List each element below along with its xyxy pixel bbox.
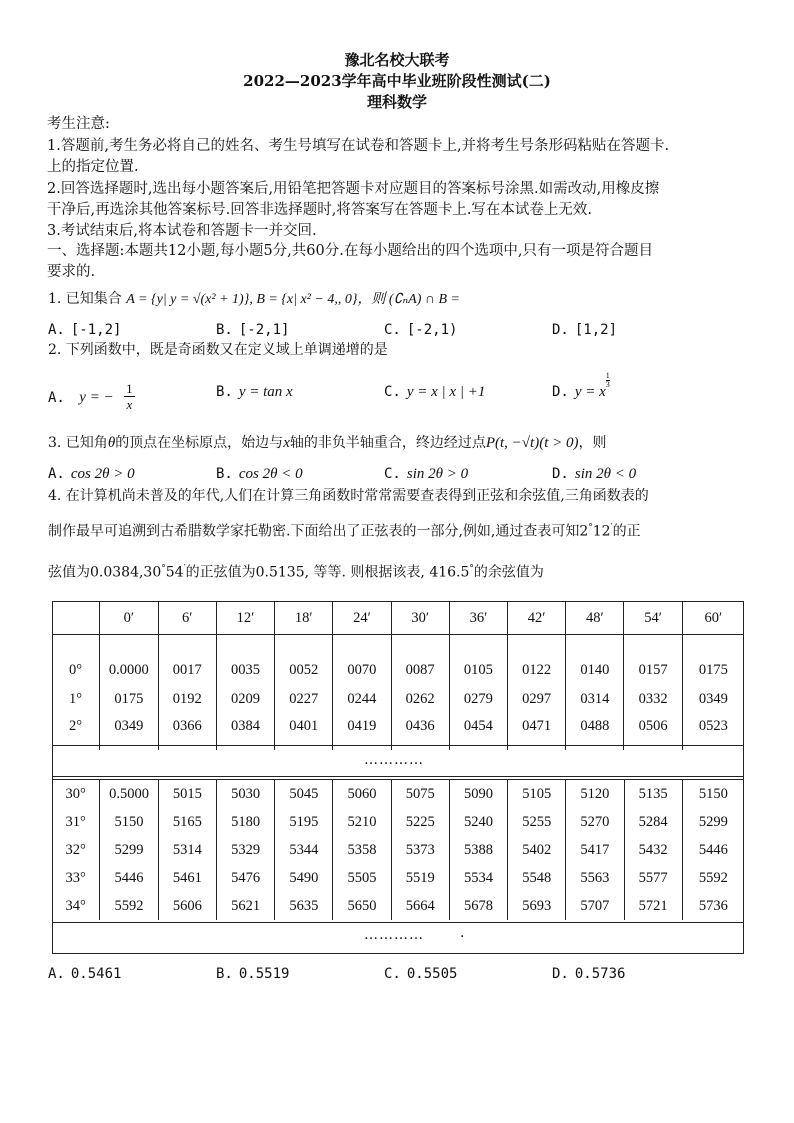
q1-option-c[interactable] xyxy=(384,320,457,340)
table-column-header: 0′ xyxy=(100,602,159,635)
table-row xyxy=(52,635,744,685)
table-cell: 5255 xyxy=(508,808,566,836)
q4-text: 54 xyxy=(165,564,184,581)
q1-suffix: ，则 (∁ₙA) ∩ B = xyxy=(357,292,461,307)
table-header-row xyxy=(52,602,744,635)
q3-point: P(t, −√t)(t > 0) xyxy=(485,435,579,451)
q3-option-a[interactable] xyxy=(48,464,135,484)
option-label: D. xyxy=(552,466,569,482)
table-cell: 5402 xyxy=(508,836,566,864)
table-cell: 0122 xyxy=(508,635,566,685)
q3-option-c[interactable] xyxy=(384,464,468,484)
table-cell: 0209 xyxy=(216,684,274,714)
option-label: B. xyxy=(216,966,233,982)
q4-text: 的余弦值为 xyxy=(473,564,544,581)
table-cell: 0052 xyxy=(275,635,333,685)
notice-item-3: 3.考试结束后,将本试卷和答题卡一并交回. xyxy=(47,223,317,239)
q1-option-a[interactable] xyxy=(48,320,121,340)
table-cell: 5120 xyxy=(566,780,624,808)
table-cell: 0332 xyxy=(624,684,682,714)
table-cell: 5299 xyxy=(682,808,744,836)
option-text: y = tan x xyxy=(238,384,293,400)
table-cell: 0506 xyxy=(624,714,682,750)
table-cell: 5592 xyxy=(100,892,159,920)
table-cell: 5490 xyxy=(275,864,333,892)
q1-set-a: A = {y| y = √(x² + 1)} xyxy=(126,292,250,307)
table-cell: 5534 xyxy=(449,864,507,892)
exam-subject: 理科数学 xyxy=(366,93,427,111)
table-cell: 5446 xyxy=(682,836,744,864)
table-cell: 5135 xyxy=(624,780,682,808)
table-cell: 5030 xyxy=(217,780,275,808)
degree-mark: ° xyxy=(588,523,593,533)
option-label: B. xyxy=(216,322,233,338)
option-label: C. xyxy=(384,384,401,400)
table-cell: 5314 xyxy=(158,836,216,864)
table-cell: 0279 xyxy=(449,684,507,714)
notice-title: 考生注意: xyxy=(47,116,110,132)
table-ellipsis: ………… xyxy=(364,752,424,768)
table-cell: 0192 xyxy=(158,684,216,714)
degree-mark: ° xyxy=(469,564,474,574)
table-column-header: 60′ xyxy=(682,602,744,635)
table-cell: 5045 xyxy=(275,780,333,808)
table-cell: 0384 xyxy=(216,714,274,750)
table-divider xyxy=(53,745,743,746)
table-row xyxy=(52,808,744,836)
table-cell: 0087 xyxy=(391,635,449,685)
option-label: B. xyxy=(216,466,233,482)
option-text: sin 2θ < 0 xyxy=(574,466,637,482)
option-text: [1,2] xyxy=(574,322,618,338)
table-cell: 5270 xyxy=(566,808,624,836)
q3-option-b[interactable] xyxy=(216,464,303,484)
table-cell: 0401 xyxy=(275,714,333,750)
table-row-label: 32° xyxy=(65,841,86,858)
table-cell: 5417 xyxy=(566,836,624,864)
table-cell: 0366 xyxy=(158,714,216,750)
option-label: A. xyxy=(48,389,65,406)
q3-text: 的顶点在坐标原点，始边与 xyxy=(115,435,284,451)
q4-option-d[interactable] xyxy=(552,964,625,984)
table-cell: 5621 xyxy=(217,892,275,920)
sine-table-bottom xyxy=(52,780,744,920)
table-cell: 5225 xyxy=(391,808,449,836)
table-row-label: 0° xyxy=(69,662,83,678)
q4-option-c[interactable] xyxy=(384,964,457,984)
q4-text: 的正 xyxy=(612,523,641,540)
option-text: [-1,2] xyxy=(70,322,122,338)
table-cell: 5461 xyxy=(158,864,216,892)
option-label: C. xyxy=(384,466,401,482)
option-label: A. xyxy=(48,966,65,982)
table-cell: 5577 xyxy=(624,864,682,892)
table-cell: 0035 xyxy=(216,635,274,685)
table-cell: 0.5000 xyxy=(100,780,159,808)
option-label: D. xyxy=(552,966,569,982)
section-heading: 一、选择题:本题共12小题,每小题5分,共60分.在每小题给出的四个选项中,只有一项是符合题目 xyxy=(47,243,653,259)
table-cell: 5373 xyxy=(391,836,449,864)
q3-text: 3. 已知角 xyxy=(48,435,108,451)
table-cell: 5505 xyxy=(333,864,391,892)
option-text: cos 2θ > 0 xyxy=(70,466,135,482)
option-text: [-2,1) xyxy=(406,322,458,338)
option-text: y = x xyxy=(574,384,606,400)
sine-table-top xyxy=(52,602,744,750)
table-cell: 5707 xyxy=(566,892,624,920)
option-label: D. xyxy=(552,384,569,400)
table-cell: 5721 xyxy=(624,892,682,920)
option-text: [-2,1] xyxy=(238,322,290,338)
option-label: D. xyxy=(552,322,569,338)
table-column-header: 30′ xyxy=(391,602,449,635)
option-text: cos 2θ < 0 xyxy=(238,466,303,482)
table-cell: 0070 xyxy=(333,635,391,685)
table-cell: 0523 xyxy=(682,714,744,750)
table-cell: 0419 xyxy=(333,714,391,750)
table-cell: 5548 xyxy=(508,864,566,892)
table-row-label: 31° xyxy=(65,813,86,830)
q1-set-b: , B = {x| x² − 4,, 0} xyxy=(249,292,358,307)
table-cell: 0.0000 xyxy=(100,635,159,685)
q3-text: 轴的非负半轴重合，终边经过点 xyxy=(289,435,486,451)
table-cell: 5210 xyxy=(333,808,391,836)
table-column-header: 36′ xyxy=(449,602,507,635)
question-4-line-1: 4. 在计算机尚未普及的年代,人们在计算三角函数时常常需要查表得到正弦和余弦值,三角函数表的 xyxy=(48,488,649,504)
minute-mark: ′ xyxy=(610,523,613,533)
option-label: C. xyxy=(384,322,401,338)
table-cell: 5060 xyxy=(333,780,391,808)
q3-theta: θ xyxy=(107,435,116,451)
question-4-line-2 xyxy=(48,518,641,542)
table-cell: 5105 xyxy=(508,780,566,808)
table-column-header: 24′ xyxy=(333,602,391,635)
option-label: A. xyxy=(48,322,65,338)
exam-title: 2022—2023学年高中毕业班阶段性测试(二) xyxy=(243,72,551,90)
table-row-label: 33° xyxy=(65,869,86,886)
table-column-header: 18′ xyxy=(275,602,333,635)
table-cell: 5358 xyxy=(333,836,391,864)
table-cell: 5592 xyxy=(682,864,744,892)
q2-option-a[interactable] xyxy=(48,382,135,413)
q1-prefix: 1. 已知集合 xyxy=(48,291,122,307)
table-cell: 5284 xyxy=(624,808,682,836)
table-cell: 0297 xyxy=(508,684,566,714)
table-column-header: 12′ xyxy=(216,602,274,635)
table-cell: 5664 xyxy=(391,892,449,920)
section-heading-cont: 要求的. xyxy=(47,264,96,280)
table-cell: 5015 xyxy=(158,780,216,808)
q2-option-b[interactable] xyxy=(216,382,293,402)
q3-x: x xyxy=(283,435,290,451)
question-2: 2. 下列函数中，既是奇函数又在定义域上单调递增的是 xyxy=(48,342,388,358)
option-text: 0.5505 xyxy=(406,966,458,982)
table-cell: 0244 xyxy=(333,684,391,714)
q4-text: 制作最早可追溯到古希腊数学家托勒密.下面给出了正弦表的一部分,例如,通过查表可知2 xyxy=(48,523,589,540)
table-divider xyxy=(53,776,743,777)
table-cell: 5650 xyxy=(333,892,391,920)
table-cell: 5344 xyxy=(275,836,333,864)
fraction-numerator: 1 xyxy=(126,381,133,396)
table-cell: 0227 xyxy=(275,684,333,714)
table-cell: 0157 xyxy=(624,635,682,685)
table-cell: 5150 xyxy=(100,808,159,836)
table-cell: 5635 xyxy=(275,892,333,920)
option-label: C. xyxy=(384,966,401,982)
table-cell: 5299 xyxy=(100,836,159,864)
table-cell: 5563 xyxy=(566,864,624,892)
option-text: 0.5736 xyxy=(574,966,626,982)
table-column-header: 6′ xyxy=(158,602,216,635)
option-text: sin 2θ > 0 xyxy=(406,466,469,482)
q2-option-d[interactable] xyxy=(552,371,610,402)
fraction-denominator: x xyxy=(126,397,133,412)
table-cell: 5165 xyxy=(158,808,216,836)
table-row-label: 34° xyxy=(65,897,86,914)
table-row xyxy=(52,892,744,920)
q3-text: ，则 xyxy=(578,435,607,451)
table-column-header: 54′ xyxy=(624,602,682,635)
table-cell: 5606 xyxy=(158,892,216,920)
table-cell: 0175 xyxy=(682,635,744,685)
option-label: A. xyxy=(48,466,65,482)
table-cell: 0436 xyxy=(391,714,449,750)
table-cell: 0262 xyxy=(391,684,449,714)
exponent-numerator: 1 xyxy=(605,371,610,380)
table-cell: 0454 xyxy=(449,714,507,750)
notice-item-2-cont: 干净后,再选涂其他答案标号.回答非选择题时,将答案写在答题卡上.写在本试卷上无效. xyxy=(47,202,593,218)
table-ellipsis: ………… xyxy=(364,927,424,943)
notice-item-2: 2.回答选择题时,选出每小题答案后,用铅笔把答题卡对应题目的答案标号涂黑.如需改动,用橡皮擦 xyxy=(47,181,660,197)
question-1 xyxy=(48,289,460,310)
table-cell: 0175 xyxy=(100,684,159,714)
table-cell: 5240 xyxy=(449,808,507,836)
table-cell: 0140 xyxy=(566,635,624,685)
q2-option-c[interactable] xyxy=(384,382,485,402)
question-4-line-3 xyxy=(48,559,544,583)
q3-option-d[interactable] xyxy=(552,464,636,484)
table-cell: 5150 xyxy=(682,780,744,808)
table-cell: 0017 xyxy=(158,635,216,685)
q4-option-b[interactable] xyxy=(216,964,289,984)
table-cell: 5693 xyxy=(508,892,566,920)
option-text: 0.5461 xyxy=(70,966,122,982)
table-cell: 5678 xyxy=(449,892,507,920)
q1-option-b[interactable] xyxy=(216,320,289,340)
notice-item-1-cont: 上的指定位置. xyxy=(47,159,139,175)
table-cell: 0349 xyxy=(100,714,159,750)
q1-option-d[interactable] xyxy=(552,320,617,340)
option-label: B. xyxy=(216,384,233,400)
table-row xyxy=(52,780,744,808)
table-column-header: 42′ xyxy=(508,602,566,635)
table-cell: 5075 xyxy=(391,780,449,808)
fraction xyxy=(124,381,135,412)
option-text: 0.5519 xyxy=(238,966,290,982)
table-column-header xyxy=(52,602,100,635)
table-row xyxy=(52,684,744,714)
table-row-label: 30° xyxy=(65,785,86,802)
table-row xyxy=(52,836,744,864)
table-row-label: 1° xyxy=(69,690,83,707)
table-cell: 0488 xyxy=(566,714,624,750)
table-row-label: 2° xyxy=(69,718,83,734)
table-cell: 5180 xyxy=(217,808,275,836)
minute-mark: ′ xyxy=(183,564,186,574)
table-row xyxy=(52,864,744,892)
table-cell: 5329 xyxy=(217,836,275,864)
q4-text: 的正弦值为0.5135, 等等. 则根据该表, 416.5 xyxy=(185,564,470,581)
table-cell: 0105 xyxy=(449,635,507,685)
table-column-header: 48′ xyxy=(566,602,624,635)
table-cell: 5090 xyxy=(449,780,507,808)
table-cell: 5446 xyxy=(100,864,159,892)
option-text: y = x | x | +1 xyxy=(406,384,486,400)
table-cell: 5388 xyxy=(449,836,507,864)
notice-item-1: 1.答题前,考生务必将自己的姓名、考生号填写在试卷和答题卡上,并将考生号条形码粘贴在答题卡. xyxy=(47,138,670,154)
table-cell: 0349 xyxy=(682,684,744,714)
degree-mark: ° xyxy=(161,564,166,574)
q4-option-a[interactable] xyxy=(48,964,121,984)
question-3 xyxy=(48,433,606,453)
table-cell: 5476 xyxy=(217,864,275,892)
exponent-fraction xyxy=(606,372,610,389)
q4-text: 12 xyxy=(592,523,611,540)
table-cell: 0471 xyxy=(508,714,566,750)
table-cell: 5432 xyxy=(624,836,682,864)
q4-text: 弦值为0.0384,30 xyxy=(48,564,162,581)
exponent-denominator: 3 xyxy=(605,380,610,389)
table-divider xyxy=(53,922,743,923)
exam-org: 豫北名校大联考 xyxy=(344,51,450,69)
table-cell: 5195 xyxy=(275,808,333,836)
option-text: y = − xyxy=(79,389,114,406)
table-cell: 0314 xyxy=(566,684,624,714)
table-cell: 5519 xyxy=(391,864,449,892)
table-cell: 5736 xyxy=(682,892,744,920)
table-dot: . xyxy=(460,925,466,941)
